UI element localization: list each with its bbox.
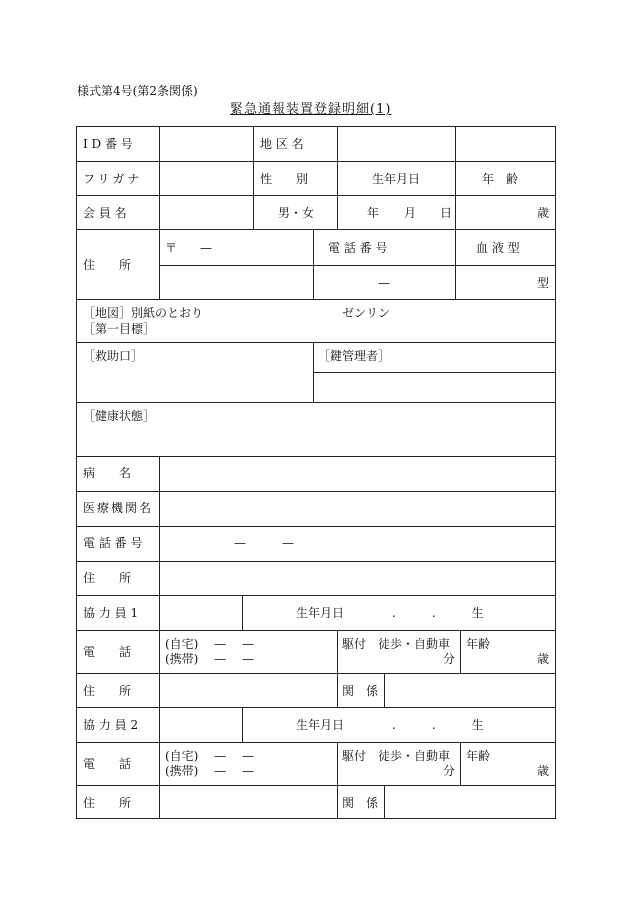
cooperator-1-relation-label: 関 係	[342, 684, 379, 698]
table-rule	[337, 630, 338, 707]
table-rule	[242, 707, 243, 742]
table-rule	[337, 742, 338, 819]
cooperator-1-home-phone: (自宅) — —	[165, 637, 254, 651]
table-rule	[76, 707, 556, 708]
phone-number-label: 電 話 番 号	[328, 241, 388, 255]
cooperator-1-dob-label: 生年月日	[296, 606, 345, 620]
cooperator-1-phone-label: 電 話	[83, 645, 132, 659]
landmark-label: ［第一目標］	[83, 322, 156, 336]
age-unit: 歳	[537, 206, 550, 220]
gender-label: 性 別	[260, 172, 309, 186]
cooperator-2-dob-value: . . 生	[392, 718, 484, 732]
cooperator-1-label: 協 力 員 1	[83, 606, 139, 620]
table-rule	[384, 673, 385, 707]
table-rule	[159, 456, 160, 819]
table-rule	[460, 742, 461, 785]
dob-day-unit: 日	[440, 206, 453, 220]
blood-type-unit: 型	[537, 276, 550, 290]
table-rule	[76, 561, 556, 562]
table-rule	[460, 630, 461, 673]
gender-choice[interactable]: 男・女	[278, 206, 315, 220]
form-number: 様式第4号(第2条関係)	[77, 84, 198, 98]
blood-type-label: 血 液 型	[476, 241, 520, 255]
cooperator-1-mobile-phone: (携帯) — —	[165, 652, 254, 666]
cooperator-2-minutes: 分	[443, 764, 456, 778]
dob-label: 生年月日	[372, 172, 421, 186]
table-rule	[455, 126, 456, 299]
table-rule	[384, 785, 385, 819]
institution-phone-label: 電 話 番 号	[83, 536, 143, 550]
key-manager-label: ［鍵管理者］	[318, 349, 391, 363]
cooperator-2-mobile-phone: (携帯) — —	[165, 764, 254, 778]
cooperator-1-minutes: 分	[443, 652, 456, 666]
map-label: ［地図］別紙のとおり	[83, 306, 204, 320]
table-rule	[76, 742, 556, 743]
table-rule	[76, 195, 556, 196]
cooperator-2-dob-label: 生年月日	[296, 718, 345, 732]
postal-dash: —	[200, 241, 212, 255]
table-rule	[76, 456, 556, 457]
cooperator-1-dob-value: . . 生	[392, 606, 484, 620]
district-label: 地 区 名	[260, 137, 304, 151]
member-name-label: 会 員 名	[83, 206, 127, 220]
cooperator-2-label: 協 力 員 2	[83, 718, 139, 732]
district-field[interactable]	[338, 127, 455, 161]
table-rule	[76, 342, 556, 343]
table-rule	[76, 673, 556, 674]
table-rule	[76, 630, 556, 631]
id-number-label: I D 番 号	[83, 137, 133, 151]
address-field[interactable]	[160, 266, 313, 299]
table-rule	[313, 229, 314, 299]
cooperator-1-arrival: 駆付 徒歩・自動車	[342, 637, 451, 651]
rescue-entry-label: ［救助口］	[83, 349, 144, 363]
table-rule	[76, 491, 556, 492]
table-rule	[76, 595, 556, 596]
table-rule	[253, 126, 254, 229]
table-rule	[76, 299, 556, 300]
table-rule	[76, 526, 556, 527]
table-rule	[76, 229, 556, 230]
table-rule	[76, 785, 556, 786]
cooperator-2-age-unit: 歳	[537, 764, 550, 778]
table-rule	[313, 342, 314, 402]
furigana-label: フリガナ	[83, 172, 143, 186]
dob-year-unit: 年	[367, 206, 380, 220]
cooperator-2-relation-label: 関 係	[342, 796, 379, 810]
address-label: 住 所	[83, 258, 132, 272]
cooperator-2-home-phone: (自宅) — —	[165, 749, 254, 763]
table-rule	[76, 402, 556, 403]
cooperator-2-phone-label: 電 話	[83, 757, 132, 771]
cooperator-2-address-label: 住 所	[83, 796, 132, 810]
institution-label: 医療機関名	[83, 501, 154, 515]
cooperator-1-age-unit: 歳	[537, 652, 550, 666]
furigana-field[interactable]	[160, 162, 253, 195]
cooperator-2-arrival: 駆付 徒歩・自動車	[342, 749, 451, 763]
member-name-field[interactable]	[160, 196, 253, 229]
table-rule	[313, 372, 556, 373]
postal-mark: 〒	[165, 241, 178, 255]
cooperator-1-age-label: 年齢	[466, 637, 491, 651]
disease-label: 病 名	[83, 466, 132, 480]
institution-phone-value: — —	[234, 536, 295, 550]
cooperator-2-age-label: 年齢	[466, 749, 491, 763]
cooperator-1-address-label: 住 所	[83, 684, 132, 698]
health-status-label: ［健康状態］	[83, 409, 156, 423]
table-rule	[242, 595, 243, 630]
dob-month-unit: 月	[404, 206, 417, 220]
form-title: 緊急通報装置登録明細(1)	[230, 102, 392, 117]
zenrin-label: ゼンリン	[342, 306, 391, 320]
id-number-field[interactable]	[160, 127, 253, 161]
phone-dash: —	[378, 276, 390, 290]
age-label: 年 齢	[482, 172, 519, 186]
institution-address-label: 住 所	[83, 571, 132, 585]
table-rule	[76, 161, 556, 162]
